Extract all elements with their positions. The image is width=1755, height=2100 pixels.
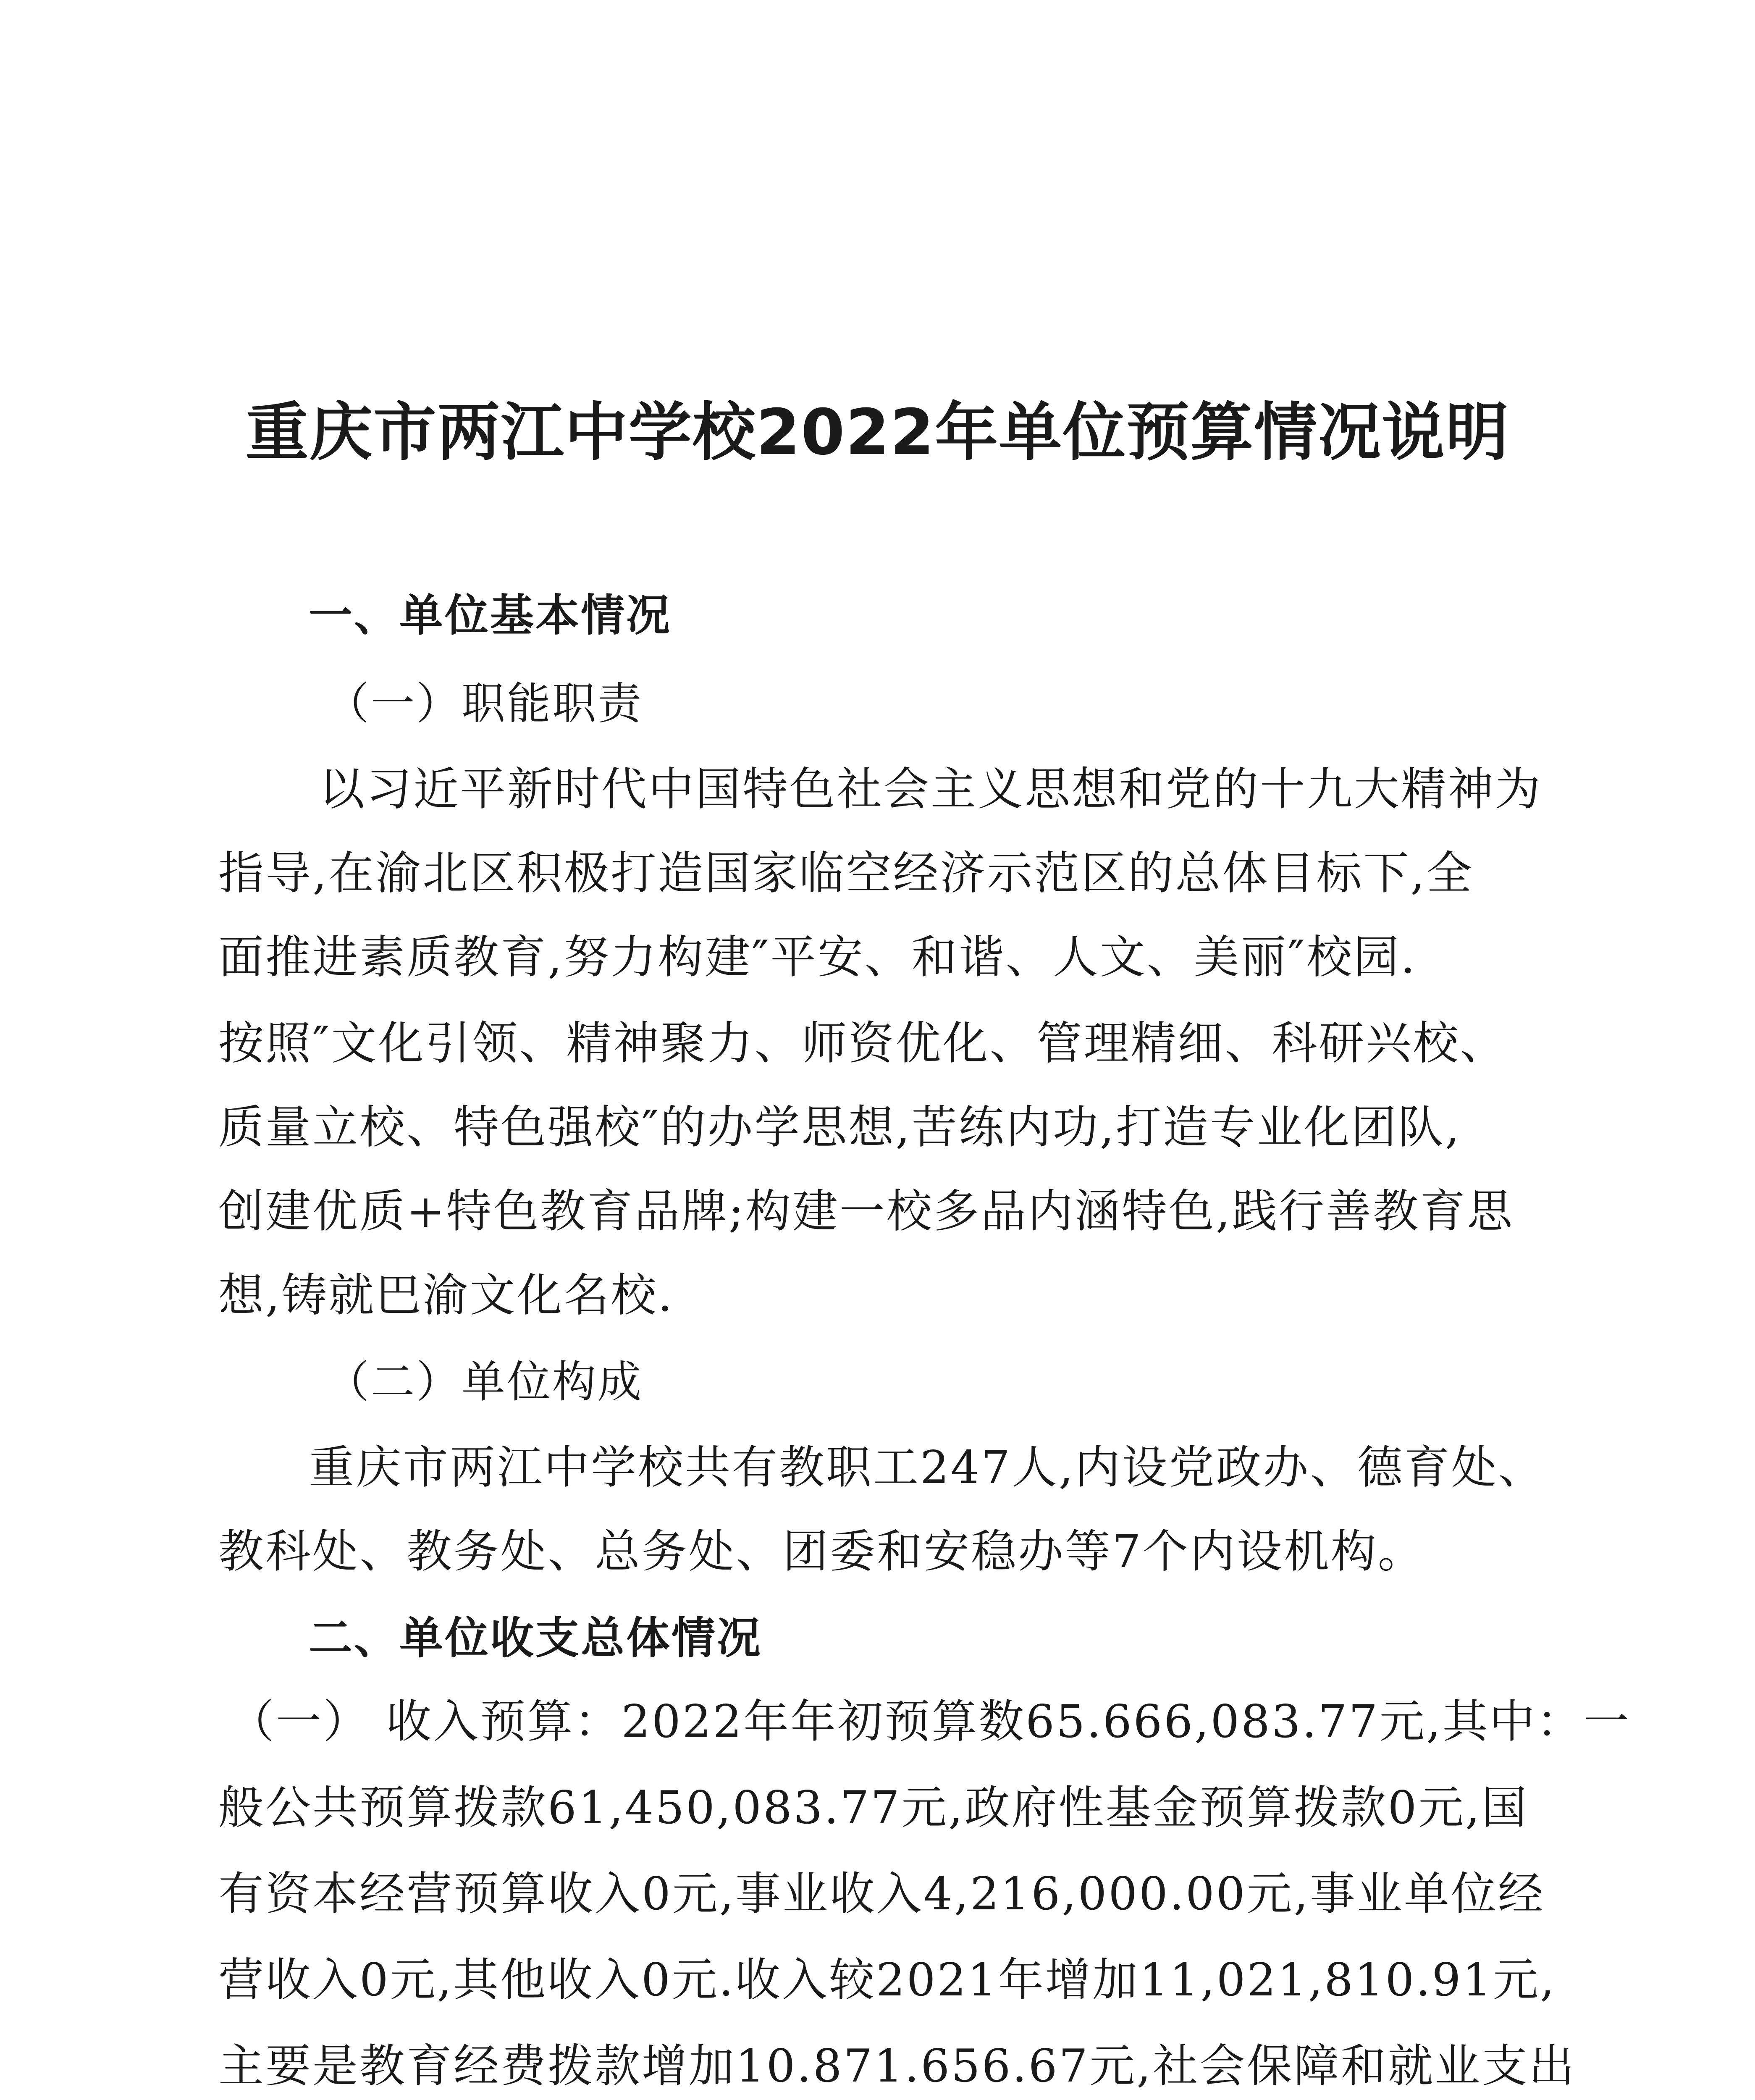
paragraph-line: 主要是教育经费拨款增加10.871.656.67元,社会保障和就业支出 xyxy=(218,2040,1576,2092)
paragraph-line: 重庆市两江中学校共有教职工247人,内设党政办、德育处、 xyxy=(309,1441,1545,1494)
paragraph-line: 面推进素质教育,努力构建″平安、和谐、人文、美丽″校园. xyxy=(218,931,1417,984)
paragraph-line: （一） 收入预算：2022年年初预算数65.666,083.77元,其中：一 xyxy=(229,1696,1631,1748)
paragraph-line: 想,铸就巴渝文化名校. xyxy=(218,1269,674,1322)
paragraph-line: 创建优质+特色教育品牌;构建一校多品内涵特色,践行善教育思 xyxy=(218,1185,1514,1238)
paragraph-line: 指导,在渝北区积极打造国家临空经济示范区的总体目标下,全 xyxy=(218,847,1474,900)
paragraph-line: 教科处、教务处、总务处、团委和安稳办等7个内设机构。 xyxy=(218,1525,1425,1578)
subheading-duties: （一）职能职责 xyxy=(325,678,643,729)
section-heading-budget-overview: 二、单位收支总体情况 xyxy=(309,1612,763,1664)
paragraph-line: 按照″文化引领、精神聚力、师资优化、管理精细、科研兴校、 xyxy=(218,1017,1507,1070)
paragraph-line: 有资本经营预算收入0元,事业收入4,216,000.00元,事业单位经 xyxy=(218,1868,1545,1920)
paragraph-line: 营收入0元,其他收入0元.收入较2021年增加11,021,810.91元, xyxy=(218,1954,1556,2006)
subheading-composition: （二）单位构成 xyxy=(325,1356,643,1407)
paragraph-line: 质量立校、特色强校″的办学思想,苦练内功,打造专业化团队, xyxy=(218,1101,1461,1154)
document-title: 重庆市两江中学校2022年单位预算情况说明 xyxy=(245,396,1510,469)
paragraph-line: 般公共预算拨款61,450,083.77元,政府性基金预算拨款0元,国 xyxy=(218,1782,1529,1834)
paragraph-line: 以习近平新时代中国特色社会主义思想和党的十九大精神为 xyxy=(319,763,1543,816)
section-heading-basic-info: 一、单位基本情况 xyxy=(309,590,672,641)
